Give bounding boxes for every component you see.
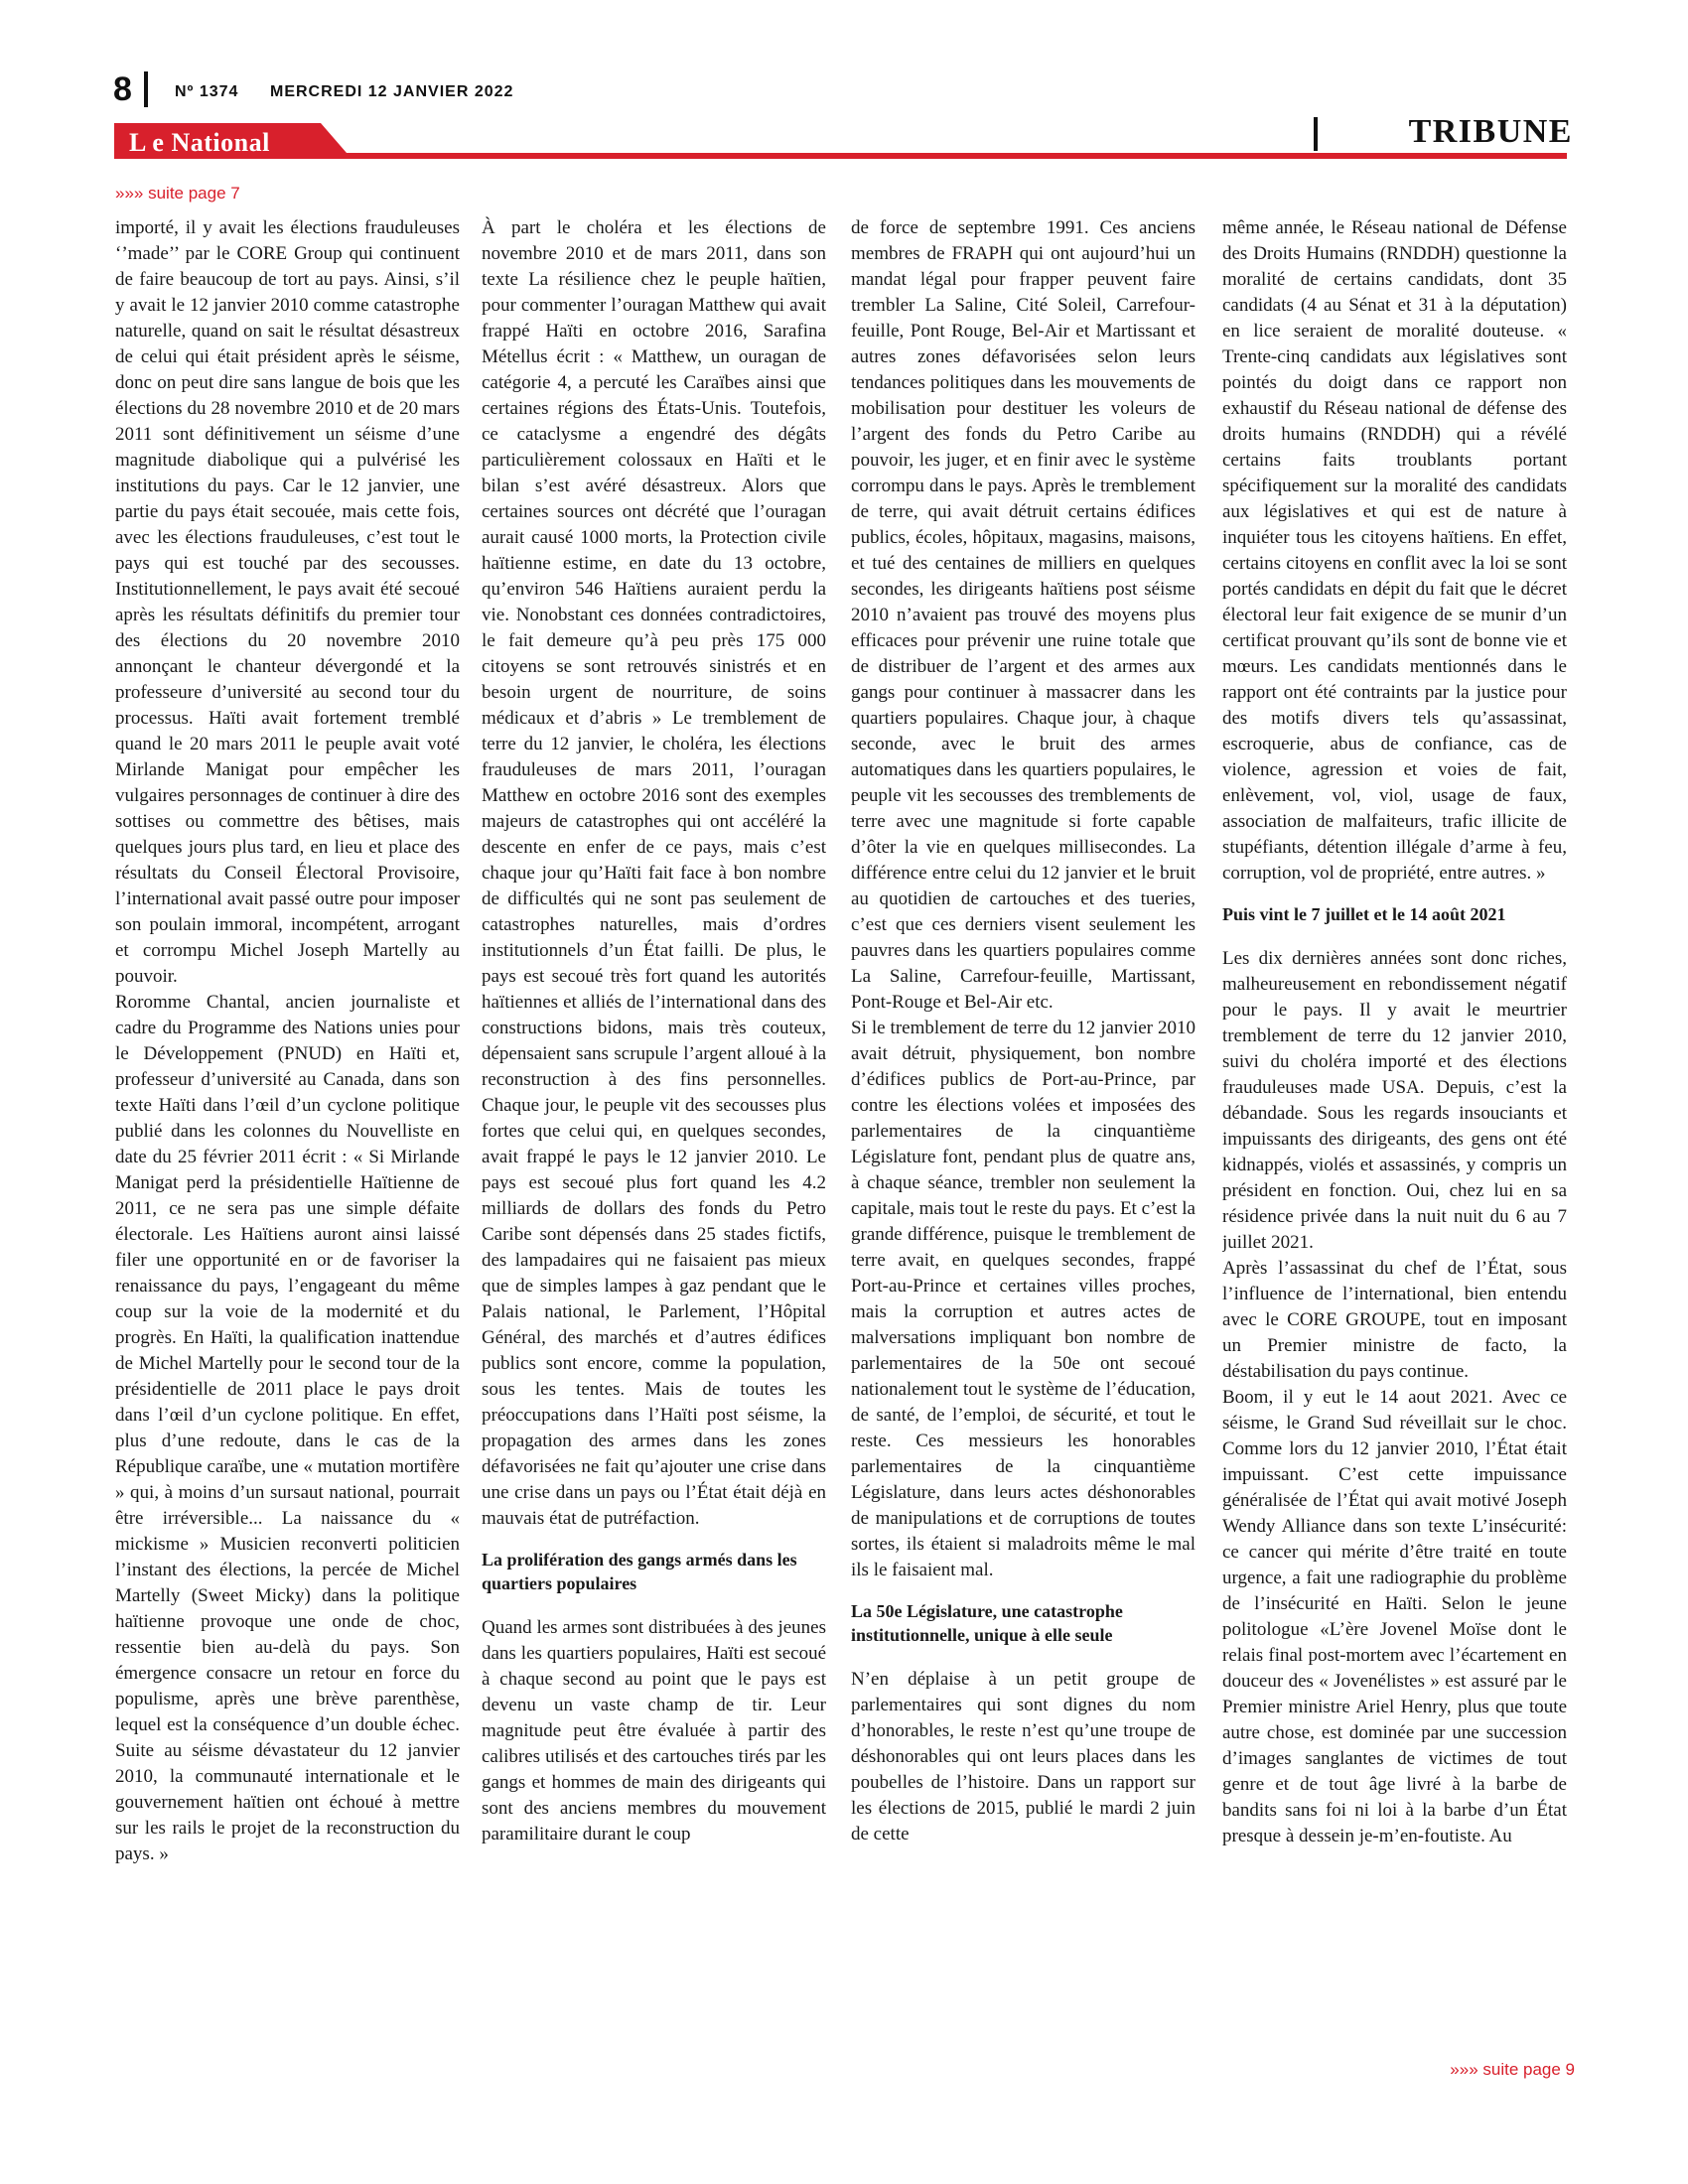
page-number: 8 xyxy=(113,70,132,108)
publication-date: MERCREDI 12 JANVIER 2022 xyxy=(270,83,514,100)
article-paragraph: Roromme Chantal, ancien journaliste et cadre du Programme des Nations unies pour le Développement (PNUD) en Haïti et, professeur d’université au Canada, dans son texte Haïti dans l’œil d’un cyclone politique publié dans les colonnes du Nouvelliste en date du 25 février 2011 écrit : « Si Mirlande Manigat perd la présidentielle Haïtienne de 2011, ce ne sera pas une simple défaite électorale. Les Haïtiens auront ainsi laissé filer une opportunité en or de favoriser la renaissance du pays, l’engageant du même coup sur la voie de la modernité et du progrès. En Haïti, la qualification inattendue de Michel Martelly pour le second tour de la présidentielle de 2011 place le pays droit dans l’œil d’un cyclone politique. En effet, plus d’une redoute, dans le cas de la République caraïbe, une « mutation mortifère » qui, à moins d’un sursaut national, pourrait être irréversible... La naissance du « mickisme » Musicien reconverti politicien l’instant des élections, la percée de Michel Martelly (Sweet Micky) dans la politique haïtienne provoque une onde de choc, ressentie bien au-delà du pays. Son émergence consacre un retour en force du populisme, après une brève parenthèse, lequel est la conséquence d’un double échec. Suite au séisme dévastateur du 12 janvier 2010, la communauté internationale et le gouvernement haïtien ont échoué à mettre sur les rails le projet de la reconstruction du pays. » xyxy=(115,992,460,1864)
article-paragraph: Quand les armes sont distribuées à des jeunes dans les quartiers populaires, Haïti est secoué à chaque second au point que le pays est devenu un vaste champ de tir. Leur magnitude peut être évaluée à partir des calibres utilisés et des cartouches tirés par les gangs et hommes de main des dirigeants qui sont des anciens membres du mouvement paramilitaire durant le coup xyxy=(482,1617,826,1844)
continued-on-link[interactable]: »»» suite page 9 xyxy=(1450,2060,1575,2079)
article-column-2 xyxy=(482,215,826,2052)
issue-number: Nº 1374 xyxy=(175,83,239,100)
article-paragraph: N’en déplaise à un petit groupe de parlementaires qui sont dignes du nom d’honorables, le reste n’est qu’une troupe de déshonorables qui ont leurs places dans les poubelles de l’histoire. Dans un rapport sur les élections de 2015, publié le mardi 2 juin de cette xyxy=(851,1669,1196,1844)
article-column-1 xyxy=(115,215,460,2052)
article-paragraph: même année, le Réseau national de Défense des Droits Humains (RNDDH) questionne la moralité de certains candidats, dont 35 candidats (4 au Sénat et 31 à la députation) en lice seraient de moralité douteuse. « Trente-cinq candidats aux législatives sont pointés du doigt dans ce rapport non exhaustif du Réseau national de défense des droits humains (RNDDH) qui a révélé certains faits troublants portant spécifiquement sur la moralité des candidats aux législatives et qui est de nature à inquiéter tous les citoyens haïtiens. En effet, certains citoyens en conflit avec la loi se sont portés candidats en dépit du fait que le décret électoral leur fait exigence de se munir d’un certificat prouvant qu’ils sont de bonne vie et mœurs. Les candidats mentionnés dans le rapport ont été contraints par la justice pour des motifs divers tels qu’assassinat, escroquerie, abus de confiance, cas de violence, agression et voies de fait, enlèvement, vol, viol, usage de faux, association de malfaiteurs, trafic illicite de stupéfiants, détention illégale d’arme à feu, corruption, vol de propriété, entre autres. » xyxy=(1222,217,1567,884)
article-paragraph: À part le choléra et les élections de novembre 2010 et de mars 2011, dans son texte La résilience chez le peuple haïtien, pour commenter l’ouragan Matthew qui avait frappé Haïti en octobre 2016, Sarafina Métellus écrit : « Matthew, un ouragan de catégorie 4, a percuté les Caraïbes ainsi que certaines régions des États-Unis. Toutefois, ce cataclysme a engendré des dégâts particulièrement colossaux en Haïti et le bilan s’est avéré désastreux. Alors que certaines sources ont décrété que l’ouragan aurait causé 1000 morts, la Protection civile haïtienne estime, en date du 13 octobre, qu’environ 546 Haïtiens auraient perdu la vie. Nonobstant ces données contradictoires, le fait demeure qu’à peu près 175 000 citoyens se sont retrouvés sinistrés et en besoin urgent de nourriture, de soins médicaux et d’abris » Le tremblement de terre du 12 janvier, le choléra, les élections frauduleuses de mars 2011, l’ouragan Matthew en octobre 2016 sont des exemples majeurs de catastrophes qui ont accéléré la descente en enfer de ce pays, mais c’est chaque jour qu’Haïti fait face à bon nombre de difficultés qui ne sont pas seulement de catastrophes naturelles, mais d’ordres institutionnels d’un État failli. De plus, le pays est secoué très fort quand les autorités haïtiennes et alliés de l’international dans des constructions bidons, mais très couteux, dépensaient sans scrupule l’argent alloué à la reconstruction à des fins personnelles. Chaque jour, le peuple vit des secousses plus fortes que celui qui, en quelques secondes, avait frappé le pays le 12 janvier 2010. Le pays est secoué plus fort quand les 4.2 milliards de dollars des fonds du Petro Caribe sont dépensés dans 25 stades fictifs, des lampadaires qui ne faisaient pas mieux que de simples lampes à gaz pendant que le Palais national, le Parlement, l’Hôpital Général, des marchés et d’autres édifices publics sont encore, comme la population, sous les tentes. Mais de toutes les préoccupations dans l’Haïti post séisme, la propagation des armes dans les zones défavorisées ne fait qu’ajouter une crise dans une crise dans un pays ou l’État était déjà en mauvais état de putréfaction. xyxy=(482,217,826,1529)
brand-band xyxy=(114,123,1567,160)
article-column-3 xyxy=(851,215,1196,2052)
newspaper-logo: L e National xyxy=(129,128,270,157)
section-heading: La 50e Législature, une catastrophe institutionnelle, unique à elle seule xyxy=(851,1601,1123,1645)
section-heading: La prolifération des gangs armés dans les quartiers populaires xyxy=(482,1550,797,1593)
article-paragraph: de force de septembre 1991. Ces anciens membres de FRAPH qui ont aujourd’hui un mandat légal pour frapper peuvent faire trembler La Saline, Cité Soleil, Carrefour-feuille, Pont Rouge, Bel-Air et Martissant et autres zones défavorisées selon leurs tendances politiques dans les mouvements de mobilisation pour destituer les voleurs de l’argent des fonds du Petro Caribe au pouvoir, les juger, et en finir avec le système corrompu dans le pays. Après le tremblement de terre, qui avait détruit certains édifices publics, écoles, hôpitaux, magasins, maisons, et tué des centaines de milliers en quelques secondes, les dirigeants haïtiens post séisme 2010 n’avaient pas trouvé des moyens plus efficaces pour prévenir une ruine totale que de distribuer de l’argent et des armes aux gangs pour continuer à massacrer dans les quartiers populaires. Chaque jour, à chaque seconde, avec le bruit des armes automatiques dans les quartiers populaires, le peuple vit les secousses des tremblements de terre avec une magnitude si forte capable d’ôter la vie en quelques millisecondes. La différence entre celui du 12 janvier et le bruit au quotidien de cartouches et des tueries, c’est que ces derniers visent seulement les pauvres dans les quartiers populaires comme La Saline, Carrefour-feuille, Martissant, Pont-Rouge et Bel-Air etc. xyxy=(851,217,1196,1013)
article-paragraph: importé, il y avait les élections frauduleuses ‘’made’’ par le CORE Group qui continuent de faire beaucoup de tort au pays. Ainsi, s’il y avait le 12 janvier 2010 comme catastrophe naturelle, quand on sait le résultat désastreux de celui qui était président après le séisme, donc on peut dire sans langue de bois que les élections du 28 novembre 2010 et de 20 mars 2011 sont définitivement un séisme d’une magnitude diabolique qui a pulvérisé les institutions du pays. Car le 12 janvier, une partie du pays était secouée, mais cette fois, avec les élections frauduleuses, c’est tout le pays qui est touché par des secousses. Institutionnellement, le pays avait été secoué après les résultats définitifs du premier tour des élections du 20 novembre 2010 annonçant le chanteur dévergondé et la professeure d’université au second tour du processus. Haïti avait fortement tremblé quand le 20 mars 2011 le peuple avait voté Mirlande Manigat pour empêcher les vulgaires personnages de continuer à dire des sottises ou commettre des bêtises, mais quelques jours plus tard, en lieu et place des résultats du Conseil Électoral Provisoire, l’international avait passé outre pour imposer son poulain immoral, incompétent, arrogant et corrompu Michel Joseph Martelly au pouvoir. xyxy=(115,217,460,987)
article-paragraph: Après l’assassinat du chef de l’État, sous l’influence de l’international, bien entendu avec le CORE GROUPE, tout en imposant un Premier ministre de facto, la déstabilisation du pays continue. xyxy=(1222,1258,1567,1382)
section-heading: Puis vint le 7 juillet et le 14 août 2021 xyxy=(1222,904,1506,924)
page-number-divider xyxy=(144,71,148,107)
article-paragraph: Si le tremblement de terre du 12 janvier 2010 avait détruit, physiquement, bon nombre d’édifices publics de Port-au-Prince, par contre les élections volées et imposées des parlementaires de la cinquantième Législature font, pendant plus de quatre ans, à chaque séance, trembler non seulement la capitale, mais tout le reste du pays. Et c’est la grande différence, puisque le tremblement de terre avait, en quelques secondes, frappé Port-au-Prince et certaines villes proches, mais la corruption et autres actes de malversations impliquant bon nombre de parlementaires de la 50e ont secoué nationalement tout le système de l’éducation, de santé, de l’emploi, de sécurité, et tout le reste. Ces messieurs les honorables parlementaires de la cinquantième Législature, dans leurs actes déshonorables de manipulations et de corruptions de toutes sortes, ils étaient si maladroits même le mal ils le faisaient mal. xyxy=(851,1018,1196,1580)
article-column-4 xyxy=(1222,215,1567,2052)
article-paragraph: Les dix dernières années sont donc riches, malheureusement en rebondissement négatif pour le pays. Il y avait le meurtrier tremblement de terre du 12 janvier 2010, suivi du choléra importé et des élections frauduleuses made USA. Depuis, c’est la débandade. Sous les regards insouciants et impuissants des dirigeants, des gens ont été kidnappés, violés et assassinés, y compris un président en fonction. Oui, chez lui en sa résidence privée dans la nuit nuit du 6 au 7 juillet 2021. xyxy=(1222,948,1567,1253)
rubric-divider xyxy=(1314,117,1318,151)
continued-from-link[interactable]: »»» suite page 7 xyxy=(115,184,240,203)
article-paragraph: Boom, il y eut le 14 aout 2021. Avec ce séisme, le Grand Sud réveillait sur le choc. Comme lors du 12 janvier 2010, l’État était impuissant. C’est cette impuissance généralisée de l’État qui avait motivé Joseph Wendy Alliance dans son texte L’insécurité: ce cancer qui mérite d’être traité en toute urgence, a fait une radiographie du problème de l’insécurité en Haïti. Selon le jeune politologue «L’ère Jovenel Moïse dont le relais final post-mortem avec l’écartement en douceur des « Jovenélistes » est assuré par le Premier ministre Ariel Henry, plus que toute autre chose, est dominée par une succession d’images sanglantes de victimes de tout genre et de tout âge livré à la barbe de bandits sans foi ni loi à la barbe d’un État presque à dessein je-m’en-foutiste. Au xyxy=(1222,1387,1567,1846)
section-title: TRIBUNE xyxy=(1408,113,1573,150)
